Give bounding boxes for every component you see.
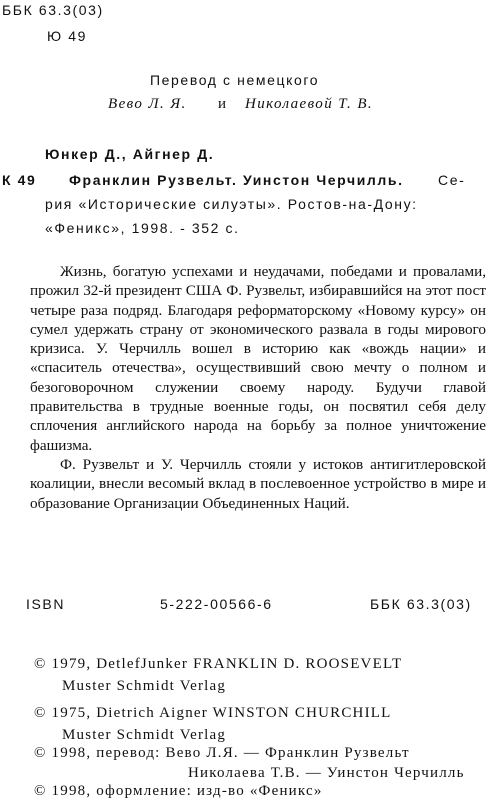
annotation-paragraph-1: Жизнь, богатую успехами и неудачами, победами и провалами, прожил 32-й президент США Ф. Рузвельт, избиравшийся на этот пост четыре раза подряд. Благодаря реформаторскому «Новому курсу» он сумел удержать страну от экономического развала в годы мирового кризиса. У. Черчилль вошел в историю как «вождь нации» и «спаситель отечества», осуществивший свою мечту о полном и безоговорочном служении своему народу. Будучи главой правительства в трудные военные годы, он посвятил себя делу сплочения английского народа на борьбу за полное уничтожение фашизма.: [30, 263, 486, 454]
copyright-roosevelt: © 1979, DetlefJunker FRANKLIN D. ROOSEVELT: [34, 656, 403, 672]
bbk-code-top: ББК 63.3(03): [2, 2, 104, 18]
copyright-roosevelt-publisher: Muster Schmidt Verlag: [62, 678, 227, 694]
copyright-churchill: © 1975, Dietrich Aigner WINSTON CHURCHILL: [34, 705, 392, 721]
copyright-translation: © 1998, перевод: Вево Л.Я. — Франклин Рузвельт: [34, 745, 410, 761]
book-title: Франклин Рузвельт. Уинстон Черчилль.: [69, 172, 404, 188]
translation-label: Перевод с немецкого: [150, 72, 320, 88]
annotation-paragraph-2: Ф. Рузвельт и У. Черчилль стояли у истоков антигитлеровской коалиции, внесли весомый вклад в послевоенное устройство в мире и образование Организации Объединенных Наций.: [30, 455, 486, 512]
copyright-churchill-publisher: Muster Schmidt Verlag: [62, 727, 227, 743]
series-publisher-line: рия «Исторические силуэты». Ростов-на-Дону:: [45, 196, 418, 212]
author-index: Ю 49: [47, 28, 88, 44]
series-hyphen: Се-: [438, 172, 466, 188]
copyright-translation-2: Николаева Т.В. — Уинстон Черчилль: [188, 765, 465, 781]
authors-heading: Юнкер Д., Айгнер Д.: [45, 146, 215, 162]
translator-1: Вево Л. Я.: [108, 96, 187, 112]
book-annotation: [30, 262, 486, 513]
bbk-code-bottom: ББК 63.3(03): [370, 596, 472, 612]
translation-conjunction: и: [218, 96, 227, 112]
translator-2: Николаевой Т. В.: [245, 96, 374, 112]
copyright-design: © 1998, оформление: изд-во «Феникс»: [34, 783, 323, 799]
isbn-label: ISBN: [26, 596, 66, 612]
catalog-code: К 49: [2, 172, 37, 188]
publisher-year-pages: «Феникс», 1998. - 352 с.: [45, 220, 240, 236]
isbn-number: 5-222-00566-6: [160, 596, 273, 612]
